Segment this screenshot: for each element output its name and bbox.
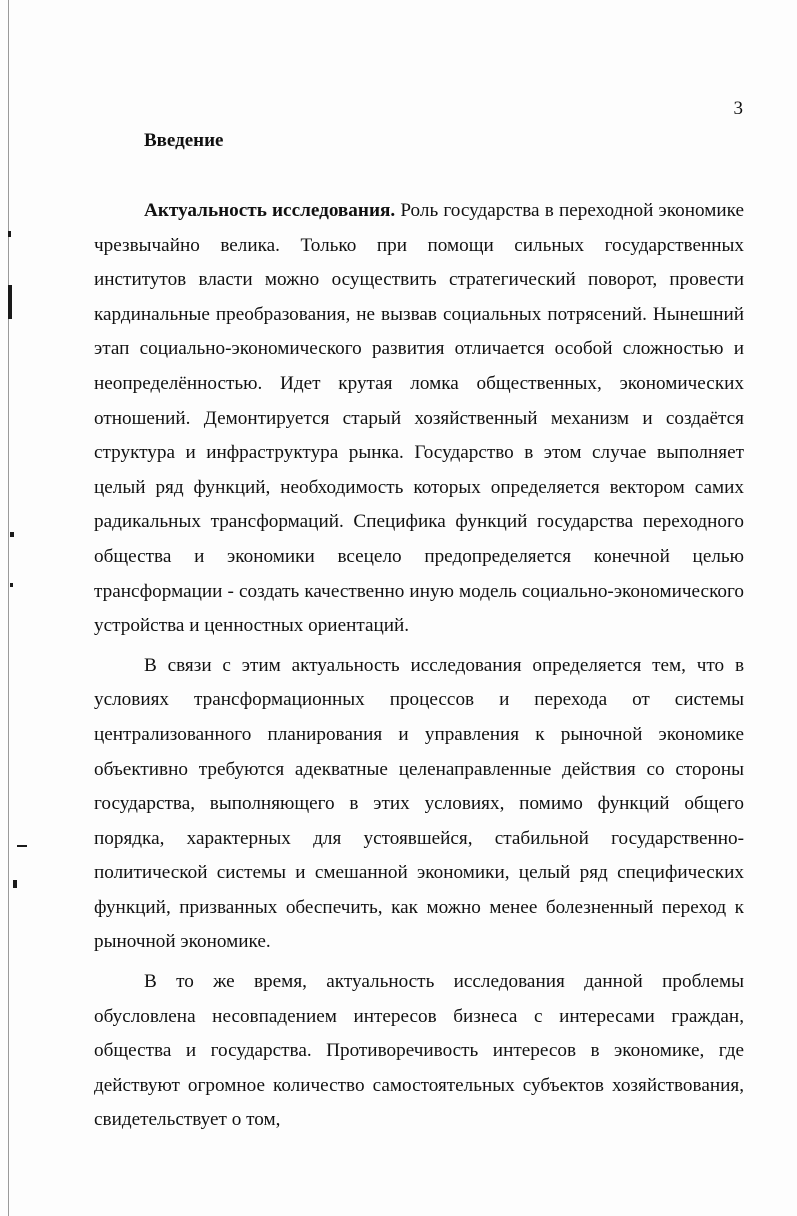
body-text <box>94 194 744 1143</box>
scan-mark <box>8 231 11 237</box>
scan-mark <box>17 845 27 847</box>
paragraph <box>94 194 744 644</box>
scan-edge-line <box>8 0 9 1216</box>
paragraph <box>94 649 744 960</box>
paragraph-text: В то же время, актуальность исследования данной проблемы обусловлена несовпадением интересов бизнеса с интересами граждан, общества и государства. Противоречивость интересов в экономике, где действуют огромное количество самостоятельных субъектов хозяйствования, свидетельствует о том, <box>94 971 744 1131</box>
scan-mark <box>10 583 13 587</box>
paragraph-text: В связи с этим актуальность исследования определяется тем, что в условиях трансформационных процессов и перехода от системы централизованного планирования и управления к рыночной экономике объективно требуются адекватные целенаправленные действия со стороны государства, выполняющего в этих условиях, помимо функций общего порядка, характерных для устоявшейся, стабильной государственно-политической системы и смешанной экономики, целый ряд специфических функций, призванных обеспечить, как можно менее болезненный переход к рыночной экономике. <box>94 654 744 953</box>
paragraph-lead: Актуальность исследования. <box>144 200 396 221</box>
section-heading: Введение <box>144 130 224 151</box>
scan-mark <box>8 285 12 319</box>
page-number: 3 <box>733 98 743 119</box>
scan-mark <box>13 880 17 888</box>
paragraph <box>94 965 744 1138</box>
scan-mark <box>10 532 14 537</box>
paragraph-text: Роль государства в переходной экономике чрезвычайно велика. Только при помощи сильных государственных институтов власти можно осуществить стратегический поворот, провести кардинальные преобразования, не вызвав социальных потрясений. Нынешний этап социально-экономического развития отличается особой сложностью и неопределённостью. Идет крутая ломка общественных, экономических отношений. Демонтируется старый хозяйственный механизм и создаётся структура и инфраструктура рынка. Государство в этом случае выполняет целый ряд функций, необходимость которых определяется вектором самих радикальных трансформаций. Специфика функций государства переходного общества и экономики всецело предопределяется конечной целью трансформации - создать качественно иную модель социально-экономического устройства и ценностных ориентаций. <box>94 200 744 637</box>
